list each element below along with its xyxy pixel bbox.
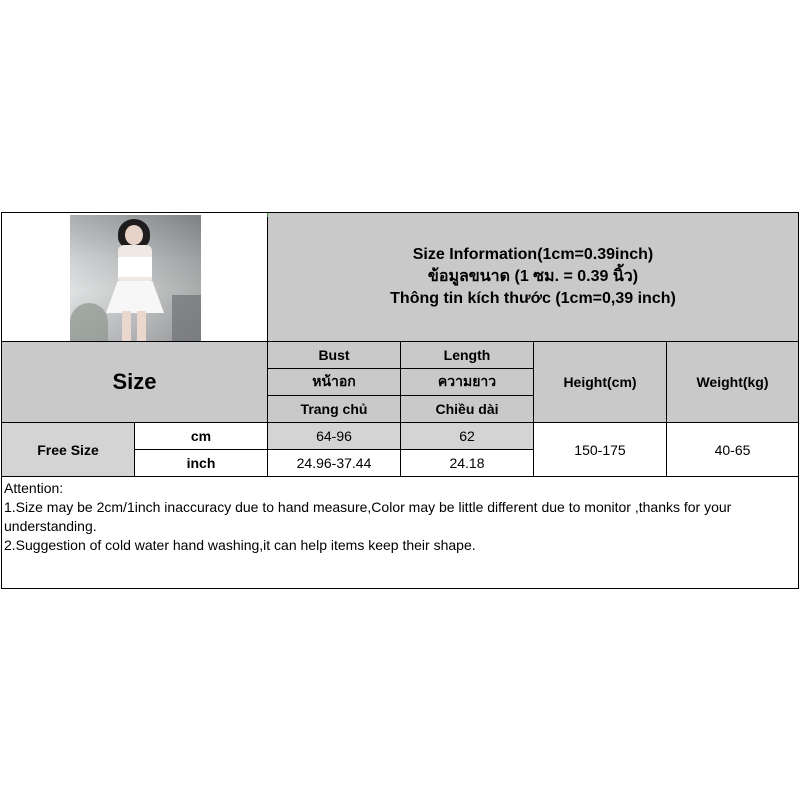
- product-photo-cell: [2, 213, 268, 342]
- product-photo: [70, 215, 201, 341]
- height-value-cell: 150-175: [534, 423, 667, 477]
- size-header: [2, 342, 268, 423]
- bust-cm-cell: 64-96: [268, 423, 401, 450]
- title-vietnamese: Thông tin kích thước (1cm=0,39 inch): [390, 290, 676, 307]
- length-cm-cell: 62: [401, 423, 534, 450]
- attention-notes: [4, 479, 794, 555]
- bust-header-vi: Trang chủ: [268, 396, 401, 423]
- notes-line-1: 1.Size may be 2cm/1inch inaccuracy due to hand measure,Color may be little different due to monitor ,thanks for your understanding.: [4, 499, 732, 534]
- length-inch-cell: 24.18: [401, 450, 534, 477]
- title-thai: ข้อมูลขนาด (1 ซม. = 0.39 นิ้ว): [427, 268, 639, 285]
- size-information-header: [268, 213, 798, 342]
- notes-line-2: 2.Suggestion of cold water hand washing,it can help items keep their shape.: [4, 537, 476, 553]
- weight-header: Weight(kg): [667, 342, 798, 423]
- unit-cm-cell: cm: [135, 423, 268, 450]
- bust-header-en: Bust: [268, 342, 401, 369]
- notes-heading: Attention:: [4, 480, 64, 496]
- bust-inch-cell: 24.96-37.44: [268, 450, 401, 477]
- size-header-label: Size: [112, 369, 157, 394]
- length-header-vi: Chiều dài: [401, 396, 534, 423]
- bust-header-th: หน้าอก: [268, 369, 401, 396]
- size-chart: [1, 212, 799, 589]
- length-header-en: Length: [401, 342, 534, 369]
- free-size-cell: Free Size: [2, 423, 135, 477]
- unit-inch-cell: inch: [135, 450, 268, 477]
- height-header: Height(cm): [534, 342, 667, 423]
- weight-value-cell: 40-65: [667, 423, 798, 477]
- title-english: Size Information(1cm=0.39inch): [412, 246, 654, 263]
- length-header-th: ความยาว: [401, 369, 534, 396]
